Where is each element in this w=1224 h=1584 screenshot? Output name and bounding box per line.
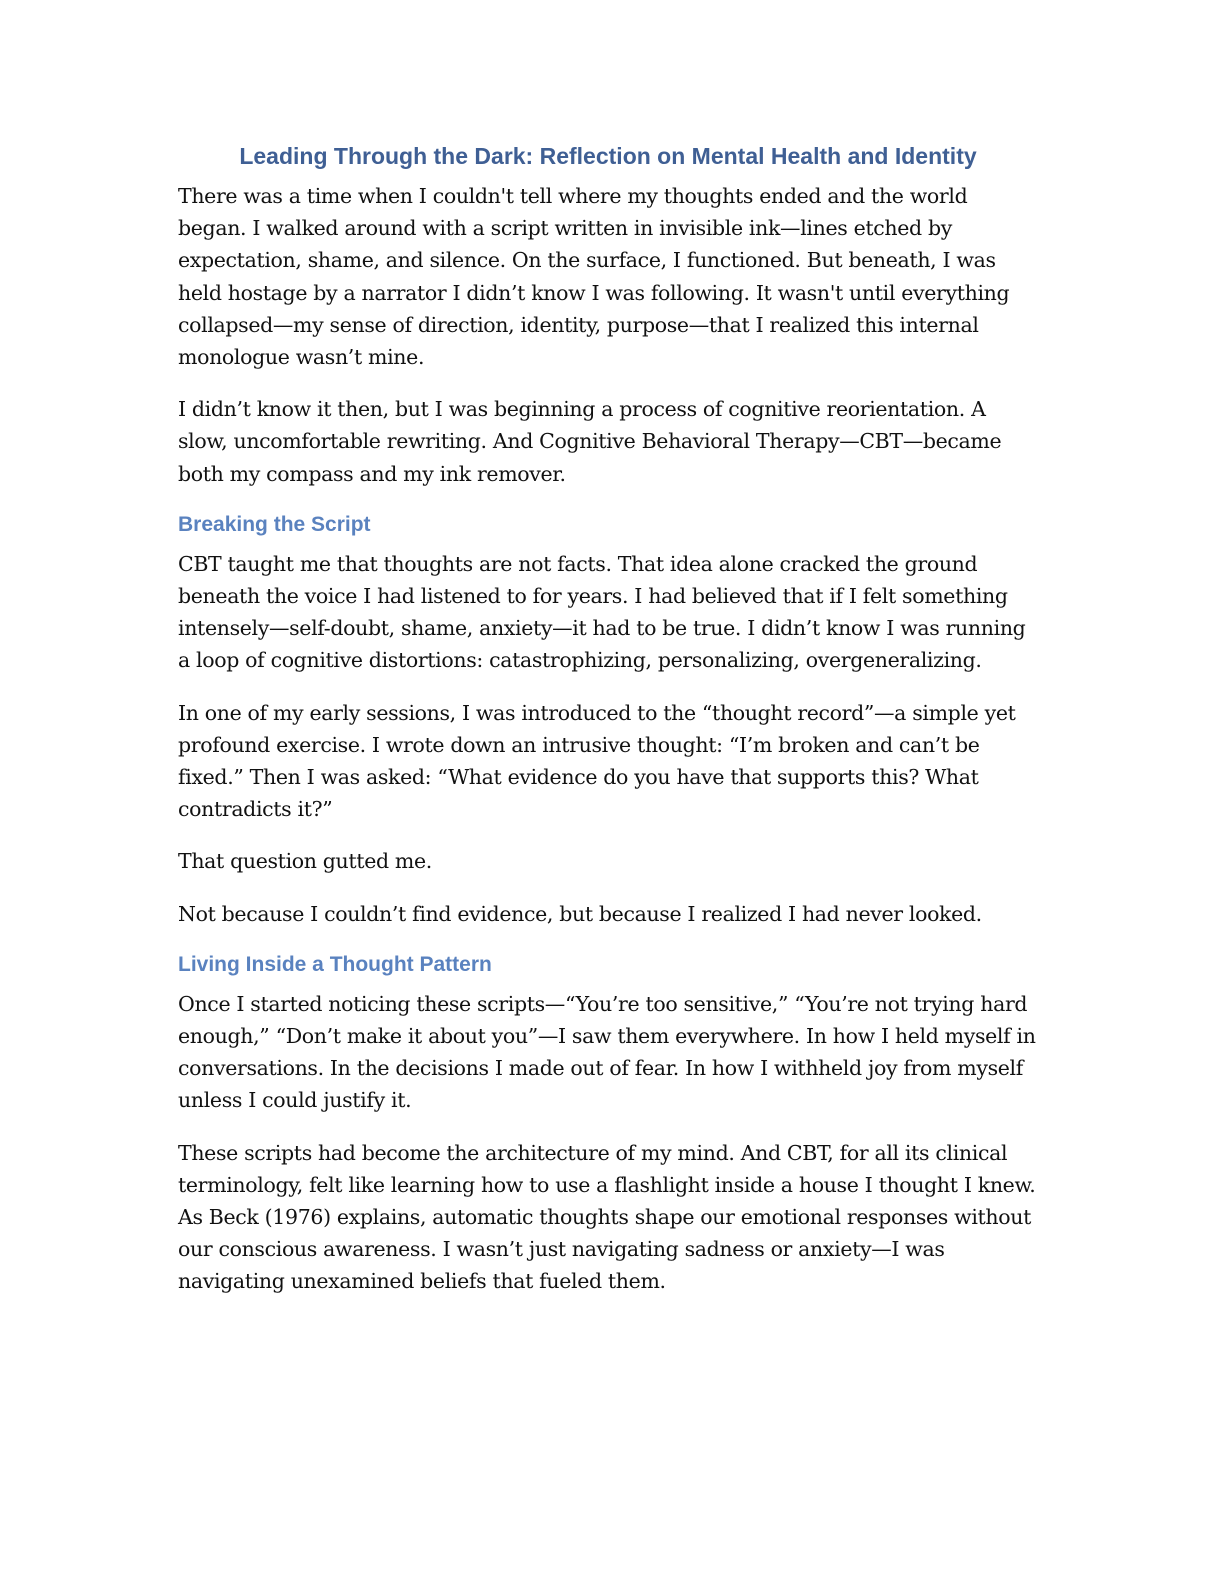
intro-paragraph-1: There was a time when I couldn't tell where my thoughts ended and the world began. I walked around with a script written in invisible ink—lines etched by expectation, shame, and silence. On the surface, I functioned. But beneath, I was held hostage by a narrator I didn’t know I was following. It wasn't until everything collapsed—my sense of direction, identity, purpose—that I realized this internal monologue wasn’t mine. [178, 184, 1010, 370]
section-heading: Living Inside a Thought Pattern [178, 952, 492, 976]
body-paragraph: In one of my early sessions, I was introduced to the “thought record”—a simple yet profound exercise. I wrote down an intrusive thought: “I’m broken and can’t be fixed.” Then I was asked: “What evidence do you have that supports this? What contradicts it?” [178, 700, 1016, 822]
body-paragraph: Not because I couldn’t find evidence, but because I realized I had never looked. [178, 901, 982, 926]
intro-paragraph-2: I didn’t know it then, but I was beginning a process of cognitive reorientation. A slow, uncomfortable rewriting. And Cognitive Behavioral Therapy—CBT—became both my compass and my ink remover. [178, 397, 1002, 486]
body-paragraph: Once I started noticing these scripts—“You’re too sensitive,” “You’re not trying hard enough,” “Don’t make it about you”—I saw them everywhere. In how I held myself in conversations. In the decisions I made out of fear. In how I withheld joy from myself unless I could justify it. [178, 991, 1036, 1113]
section-heading: Breaking the Script [178, 512, 371, 536]
body-paragraph: That question gutted me. [178, 849, 432, 874]
document-page [178, 140, 1038, 1318]
body-paragraph: CBT taught me that thoughts are not facts. That idea alone cracked the ground beneath the voice I had listened to for years. I had believed that if I felt something intensely—self-doubt, shame, anxiety—it had to be true. I didn’t know I was running a loop of cognitive distortions: catastrophizing, personalizing, overgeneralizing. [178, 551, 1026, 673]
body-paragraph: These scripts had become the architecture of my mind. And CBT, for all its clinical terminology, felt like learning how to use a flashlight inside a house I thought I knew. As Beck (1976) explains, automatic thoughts shape our emotional responses without our conscious awareness. I wasn’t just navigating sadness or anxiety—I was navigating unexamined beliefs that fueled them. [178, 1140, 1036, 1294]
document-title: Leading Through the Dark: Reflection on Mental Health and Identity [239, 143, 977, 169]
section-living-inside-a-thought-pattern [178, 950, 1038, 1298]
section-breaking-the-script [178, 510, 1038, 930]
